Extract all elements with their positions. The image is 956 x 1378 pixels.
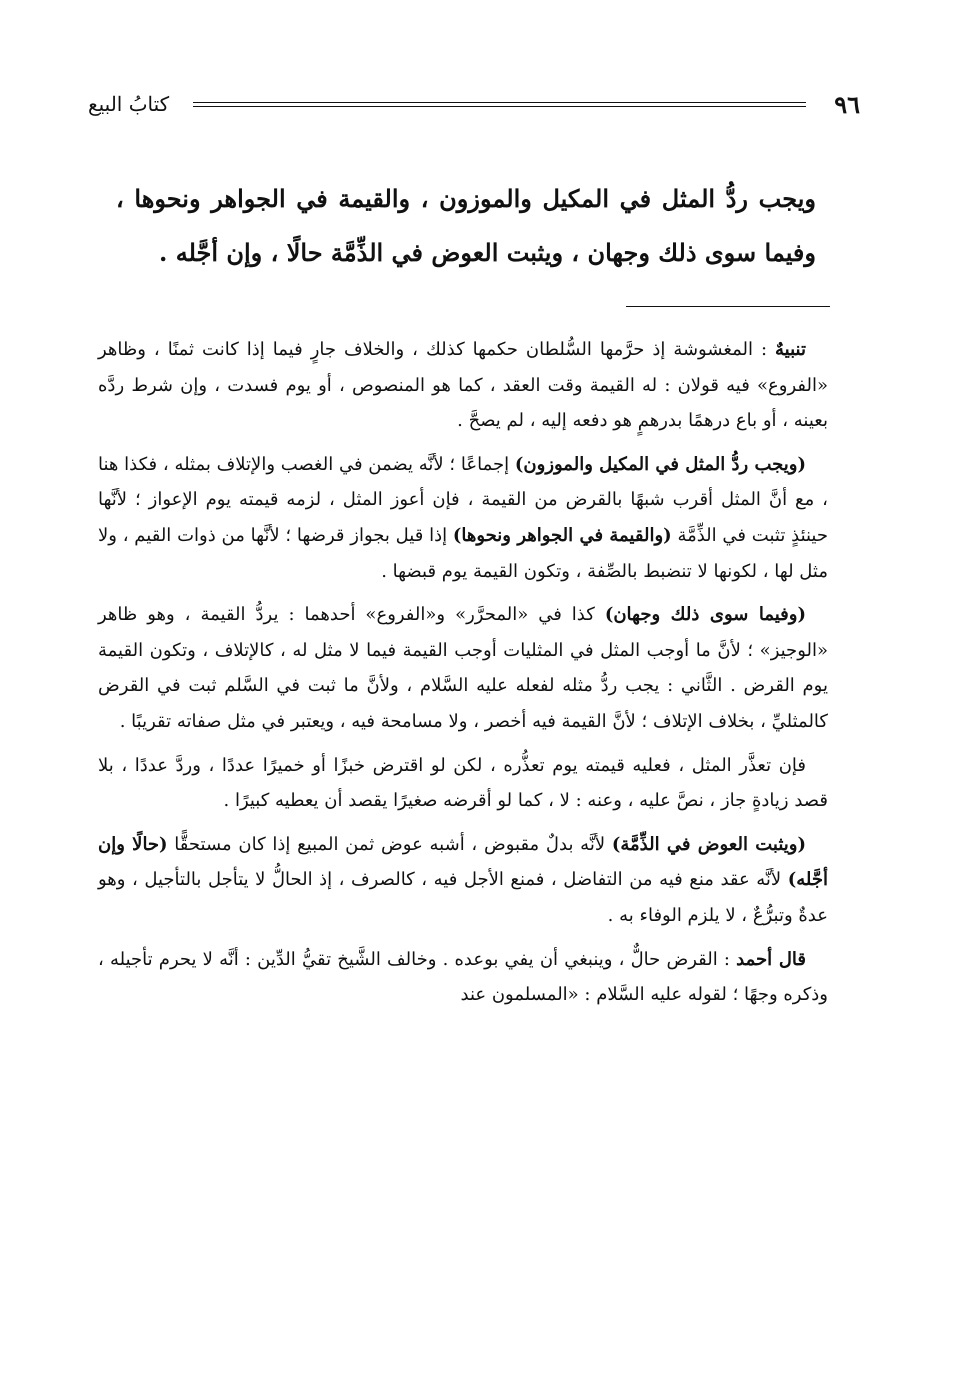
book-title: كتابُ البيع xyxy=(88,92,170,116)
paragraph-lead: تنبيهٌ xyxy=(775,339,806,360)
commentary-paragraph xyxy=(98,447,828,589)
commentary-paragraph xyxy=(98,332,828,439)
main-text: ويجب ردُّ المثل في المكيل والموزون ، والقيمة في الجواهر ونحوها ، وفيما سوى ذلك وجهان ، ويثبت العوض في الذِّمَّة حالًا ، وإن أجَّله . xyxy=(116,184,816,267)
paragraph-text: فإن تعذَّر المثل ، فعليه قيمته يوم تعذُّره ، لكن لو اقترض خبزًا أو خميرًا عددًا ، وردَّ عددًا ، بلا قصد زيادةٍ جاز ، نصَّ عليه ، وعنه : لا ، كما لو أقرضه صغيرًا يقصد أن يعطيه كبيرًا . xyxy=(98,754,828,812)
commentary-paragraph xyxy=(98,942,828,1013)
commentary xyxy=(98,332,828,1021)
paragraph-lead-2: (والقيمة في الجواهر ونحوها) xyxy=(452,524,672,546)
paragraph-text: لأنَّه بدلٌ مقبوض ، أشبه عوض ثمن المبيع إذا كان مستحقًّا xyxy=(167,833,612,855)
paragraph-text: : المغشوشة إذ حرَّمها السُّلطان حكمها كذلك ، والخلاف جارٍ فيما إذا كانت ثمنًا ، وظاهر «الفروع» فيه قولان : له القيمة وقت العقد ، كما هو المنصوص ، أو يوم فسدت ، وإن شرط ردَّه بعينه ، أو باع درهمًا بدرهمٍ هو دفعه إليه ، لم يصحَّ . xyxy=(98,339,828,432)
page-number: ٩٦ xyxy=(834,89,860,119)
paragraph-text: : القرض حالٌّ ، وينبغي أن يفي بوعده . وخالف الشَّيخ تقيُّ الدِّين : أنَّه لا يحرم تأجيله ، وذكره وجهًا ؛ لقوله عليه السَّلام : «المسلمون عند xyxy=(98,948,828,1006)
page-header xyxy=(88,84,860,124)
header-rule xyxy=(193,102,806,107)
paragraph-lead-2: (حالًا وإن أجَّله) xyxy=(98,833,828,891)
commentary-paragraph xyxy=(98,597,828,739)
paragraph-text: كذا في «المحرَّر» و«الفروع» أحدهما : يردُّ القيمة ، وهو ظاهر «الوجيز» ؛ لأنَّ ما أوجب المثل في المثليات أوجب القيمة فيما لا مثل له ، كالإتلاف ، وتكون القيمة يوم القرض . الثَّاني : يجب ردُّ مثله لفعله عليه السَّلام ، ولأنَّ ما ثبت في السَّلم ثبت في القرض كالمثليِّ ، بخلاف الإتلاف ؛ لأنَّ القيمة فيه أخصر ، ولا مسامحة فيه ، ويعتبر في مثل صفاته تقريبًا . xyxy=(98,604,828,732)
commentary-paragraph xyxy=(98,827,828,934)
paragraph-text-2: إذا قيل بجواز قرضها ؛ لأنَّها من ذوات القيم ، ولا مثل لها ، لكونها لا تنضبط بالصِّفة ، وتكون القيمة يوم قبضها . xyxy=(98,524,828,582)
paragraph-lead: قال أحمد xyxy=(736,948,806,970)
commentary-paragraph xyxy=(98,748,828,819)
paragraph-lead: (وفيما سوى ذلك وجهان) xyxy=(604,604,806,626)
paragraph-text-2: لأنَّه عقد منع فيه من التفاضل ، فمنع الأجل فيه ، كالصرف ، إذ الحالُّ لا يتأجل بالتأجيل ، وهو عدةٌ وتبرُّعٌ ، لا يلزم الوفاء به . xyxy=(98,869,828,926)
commentary-divider xyxy=(626,306,830,307)
paragraph-lead: (ويجب ردُّ المثل في المكيل والموزون) xyxy=(514,453,807,475)
paragraph-lead: (ويثبت العوض في الذِّمَّة) xyxy=(611,833,806,855)
paragraph-text: إجماعًا ؛ لأنَّه يضمن في الغصب والإتلاف بمثله ، فكذا هنا ، مع أنَّ المثل أقرب شبهًا بالقرض من القيمة ، فإن أعوز المثل ، لزمه قيمته يوم الإعواز ؛ لأنَّها حينئذٍ تثبت في الذِّمَّة xyxy=(98,453,828,546)
